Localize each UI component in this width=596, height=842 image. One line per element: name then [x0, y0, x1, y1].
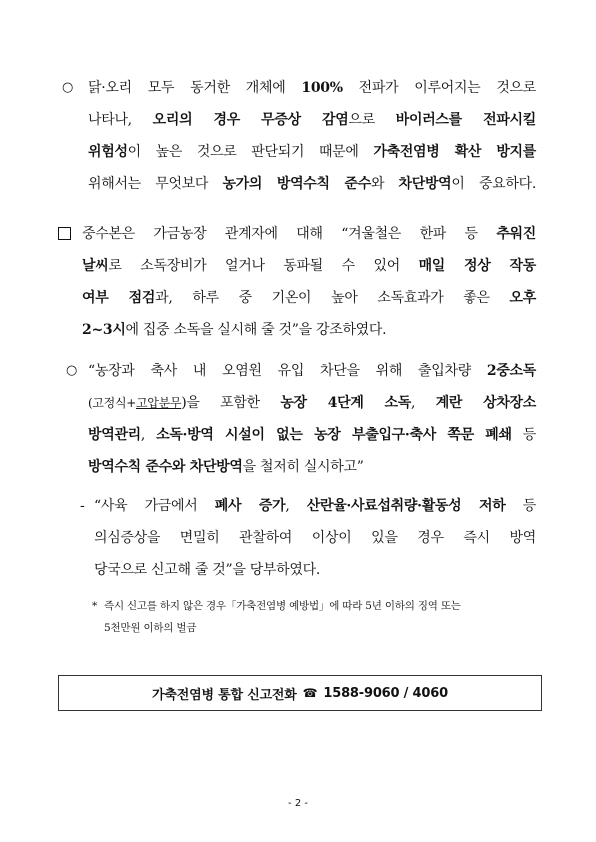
text-segment: 당국으로 신고해 줄 것”을 당부하였다. [94, 562, 320, 578]
text-segment: , [411, 395, 436, 411]
text-segment: 나타나, [88, 112, 153, 128]
text-segment: 계란 상차장소 [435, 395, 537, 411]
text-segment: 2중소독 [486, 363, 536, 379]
circle-bullet-icon: ○ [62, 80, 74, 95]
text-segment: 등 [511, 427, 537, 443]
page-number: - 2 - [288, 798, 308, 809]
text-segment: 농가의 방역수칙 준수 [222, 176, 371, 192]
footnote-line: 5천만원 이하의 벌금 [104, 622, 197, 634]
text-segment: 날씨 [82, 258, 109, 274]
text-segment: 100% [301, 80, 343, 96]
text-segment: 방역수칙 준수와 차단방역 [88, 459, 243, 475]
text-segment: 위험성 [88, 144, 128, 160]
phone-icon: ☎ [302, 686, 318, 700]
text-segment: 소독·방역 시설이 없는 농장 부출입구·축사 쪽문 폐쇄 [156, 427, 512, 443]
paragraph-line [94, 528, 536, 548]
text-segment: 와 [370, 176, 399, 192]
paragraph-line [82, 224, 536, 244]
text-segment: 산란율·사료섭취량·활동성 저하 [306, 498, 506, 514]
text-segment: 고압분무 [136, 396, 182, 410]
text-segment: 추워진 [496, 226, 536, 242]
text-segment: , [285, 498, 307, 514]
text-segment: )을 포함한 [181, 395, 281, 411]
footnote-marker: * [92, 600, 98, 612]
paragraph-line [82, 288, 536, 308]
paragraph-line [82, 320, 386, 340]
text-segment: 과, 하루 중 기온이 높아 소독효과가 좋은 [155, 290, 510, 306]
dash-bullet: - [80, 498, 85, 514]
text-segment: 2~3시 [82, 322, 126, 338]
text-segment: 여부 점검 [82, 290, 156, 306]
circle-bullet-icon: ○ [66, 363, 78, 378]
text-segment: “농장과 축사 내 오염원 유입 차단을 위해 출입차량 [88, 363, 487, 379]
text-segment: 이 중요하다. [451, 176, 536, 192]
text-segment: (고정식+ [88, 396, 137, 410]
text-segment: 위해서는 무엇보다 [88, 176, 223, 192]
paragraph-line [88, 110, 536, 130]
text-segment: 바이러스를 전파시킬 [395, 112, 536, 128]
hotline-box [58, 675, 542, 711]
text-segment: 중수본은 가금농장 관계자에 대해 “겨울철은 한파 등 [82, 226, 497, 242]
text-segment: 에 집중 소독을 실시해 줄 것”을 강조하였다. [125, 322, 387, 338]
text-segment: 차단방역 [398, 176, 452, 192]
hotline-label: 가축전염병 통합 신고전화 [152, 687, 297, 703]
text-segment: 로 소독장비가 얼거나 동파될 수 있어 [108, 258, 419, 274]
text-segment: 오리의 경우 무증상 감염 [152, 112, 349, 128]
paragraph-line [88, 425, 536, 445]
text-segment: 이 높은 것으로 판단되기 때문에 [127, 144, 374, 160]
paragraph-line [94, 560, 320, 580]
text-segment: 의심증상을 면밀히 관찰하여 이상이 있을 경우 즉시 방역 [94, 530, 536, 546]
text-segment: 가축전염병 확산 방지를 [373, 144, 536, 160]
paragraph-line [88, 361, 536, 381]
text-segment: 전파가 이루어지는 것으로 [342, 80, 537, 96]
paragraph-line [82, 256, 536, 276]
text-segment: 폐사 증가 [214, 498, 286, 514]
footnote-line: 즉시 신고를 하지 않은 경우「가축전염병 예방법」에 따라 5년 이하의 징역 또는 [104, 600, 461, 612]
paragraph-line [88, 142, 536, 162]
square-bullet-icon [58, 227, 71, 240]
text-segment: 으로 [348, 112, 396, 128]
text-segment: 방역관리 [88, 427, 141, 443]
hotline-numbers: 1588-9060 / 4060 [323, 685, 448, 701]
text-segment: 등 [505, 498, 536, 514]
text-segment: 농장 4단계 소독 [280, 395, 412, 411]
text-segment: 을 철저히 실시하고” [242, 459, 364, 475]
text-segment: “사육 가금에서 [94, 498, 215, 514]
paragraph-line [88, 174, 536, 194]
paragraph-line [88, 393, 536, 413]
paragraph-line [88, 457, 364, 477]
text-segment: 닭·오리 모두 동거한 개체에 [88, 80, 302, 96]
text-segment: 매일 정상 작동 [418, 258, 536, 274]
text-segment: , [140, 427, 157, 443]
text-segment: 오후 [509, 290, 536, 306]
paragraph-line [88, 78, 536, 98]
paragraph-line [94, 496, 536, 516]
